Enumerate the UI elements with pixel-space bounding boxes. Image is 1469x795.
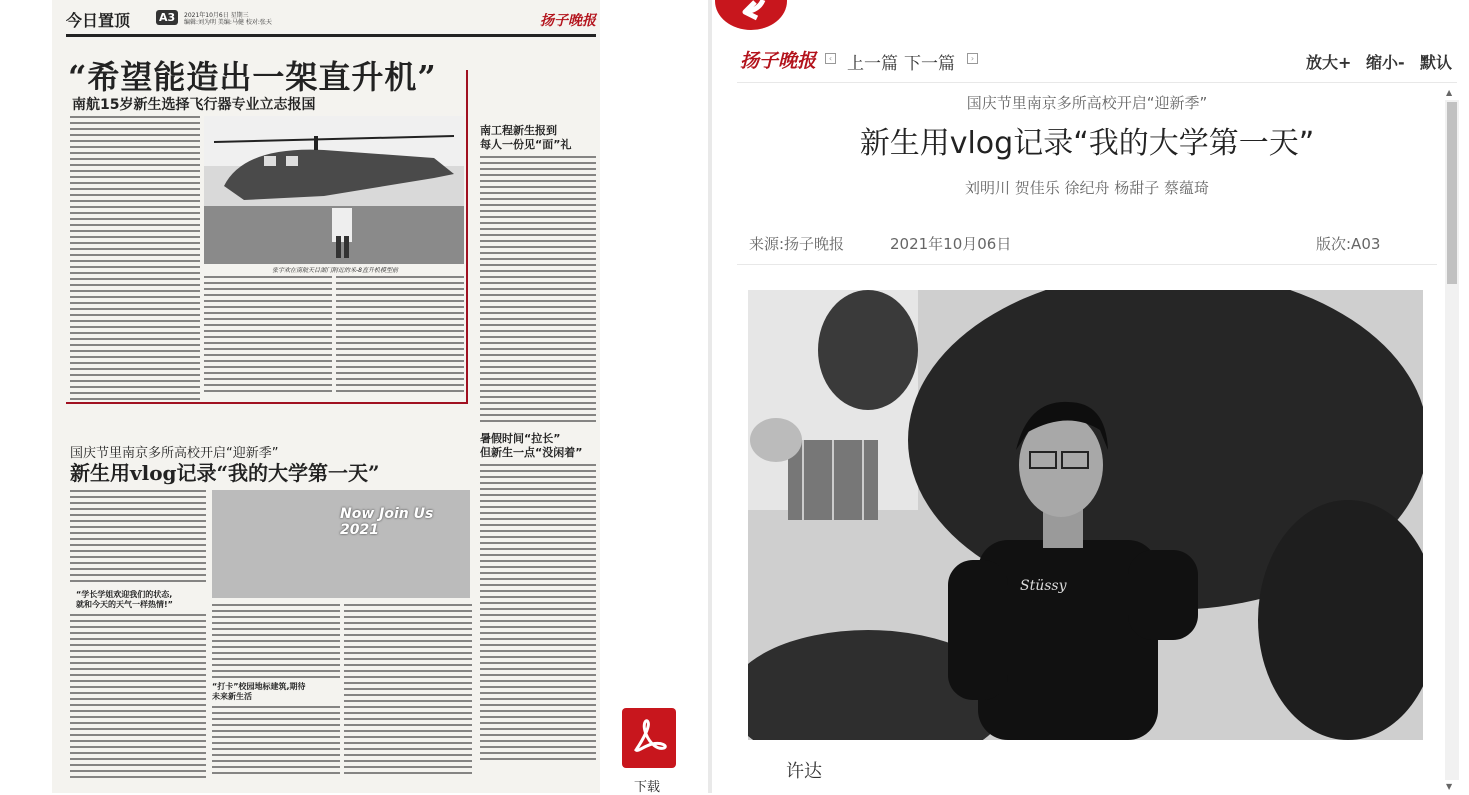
article-text-block[interactable] bbox=[480, 156, 596, 422]
pdf-download-button[interactable] bbox=[622, 708, 676, 768]
article-text-block[interactable] bbox=[70, 490, 206, 586]
next-arrow-icon[interactable]: › bbox=[967, 53, 978, 64]
helicopter-photo[interactable] bbox=[204, 116, 464, 264]
download-label[interactable]: 下载 bbox=[634, 780, 661, 795]
next-article-link[interactable]: 下一篇 bbox=[904, 54, 955, 74]
zoom-in-button[interactable]: 放大+ bbox=[1306, 53, 1352, 72]
article-text-block[interactable] bbox=[212, 706, 340, 778]
back-button[interactable] bbox=[715, 0, 787, 30]
meta-divider bbox=[737, 264, 1437, 265]
story2-photo[interactable] bbox=[212, 490, 470, 598]
scroll-down-arrow-icon[interactable]: ▼ bbox=[1446, 782, 1453, 791]
article-text-block[interactable] bbox=[336, 276, 464, 396]
story2-subheadline[interactable]: 国庆节里南京多所高校开启“迎新季” bbox=[70, 446, 279, 461]
pdf-icon bbox=[622, 708, 676, 768]
lead-subheadline[interactable]: 南航15岁新生选择飞行器专业立志报国 bbox=[72, 97, 316, 113]
article-text-block[interactable] bbox=[212, 604, 340, 678]
back-arrow-icon bbox=[715, 0, 787, 30]
photo-credit: 许达 bbox=[786, 761, 822, 782]
zoom-out-button[interactable]: 缩小- bbox=[1366, 53, 1405, 72]
site-logo[interactable]: 扬子晚报 bbox=[740, 50, 817, 72]
article-subtitle: 国庆节里南京多所高校开启“迎新季” bbox=[966, 94, 1208, 112]
prev-arrow-icon[interactable]: ‹ bbox=[825, 53, 836, 64]
story2-pullquote-1[interactable]: “学长学姐欢迎我们的状态, 就和今天的天气一样热情!” bbox=[76, 590, 173, 609]
article-photo[interactable] bbox=[748, 290, 1423, 740]
article-date: 2021年10月06日 bbox=[890, 235, 1012, 253]
paper-meta: 2021年10月6日 星期三 编辑:刘为明 美编:马健 校对:张天 bbox=[184, 12, 272, 26]
panel-divider bbox=[708, 0, 712, 793]
article-text-block[interactable] bbox=[70, 116, 200, 400]
article-authors: 刘明川 贺佳乐 徐纪舟 杨甜子 蔡蕴琦 bbox=[964, 179, 1210, 197]
toolbar-divider bbox=[737, 82, 1457, 83]
article-text-block[interactable] bbox=[344, 604, 472, 778]
article-title: 新生用vlog记录“我的大学第一天” bbox=[859, 126, 1315, 161]
right-col-headline-2[interactable]: 暑假时间“拉长” 但新生一点“没闲着” bbox=[480, 432, 583, 459]
article-page: 版次:A03 bbox=[1316, 235, 1381, 253]
section-tag: 今日置顶 bbox=[66, 11, 131, 30]
scrollbar-thumb[interactable] bbox=[1447, 102, 1457, 284]
svg-text:Stüssy: Stüssy bbox=[1020, 578, 1067, 594]
story2-pullquote-2[interactable]: “打卡”校园地标建筑,期待 未来新生活 bbox=[212, 682, 306, 701]
default-size-button[interactable]: 默认 bbox=[1420, 53, 1453, 72]
photo2-sign-text: Now Join Us 2021 bbox=[340, 506, 434, 538]
article-text-block[interactable] bbox=[70, 614, 206, 778]
prev-article-link[interactable]: 上一篇 bbox=[847, 54, 898, 74]
paper-header bbox=[66, 6, 596, 37]
article-source: 来源:扬子晚报 bbox=[749, 235, 845, 253]
article-text-block[interactable] bbox=[204, 276, 332, 396]
paper-logo: 扬子晚报 bbox=[540, 13, 596, 29]
right-col-headline-1[interactable]: 南工程新生报到 每人一份见“面”礼 bbox=[480, 124, 572, 151]
lead-headline[interactable]: “希望能造出一架直升机” bbox=[68, 58, 437, 96]
photo1-caption: 张宇欢在南航天目湖门附近的米-8直升机模型前 bbox=[272, 267, 398, 274]
scroll-up-arrow-icon[interactable]: ▲ bbox=[1446, 88, 1453, 97]
page-badge: A3 bbox=[156, 10, 178, 25]
newspaper-page-image[interactable] bbox=[52, 0, 600, 793]
story2-headline[interactable]: 新生用vlog记录“我的大学第一天” bbox=[70, 461, 380, 485]
article-text-block[interactable] bbox=[480, 464, 596, 764]
